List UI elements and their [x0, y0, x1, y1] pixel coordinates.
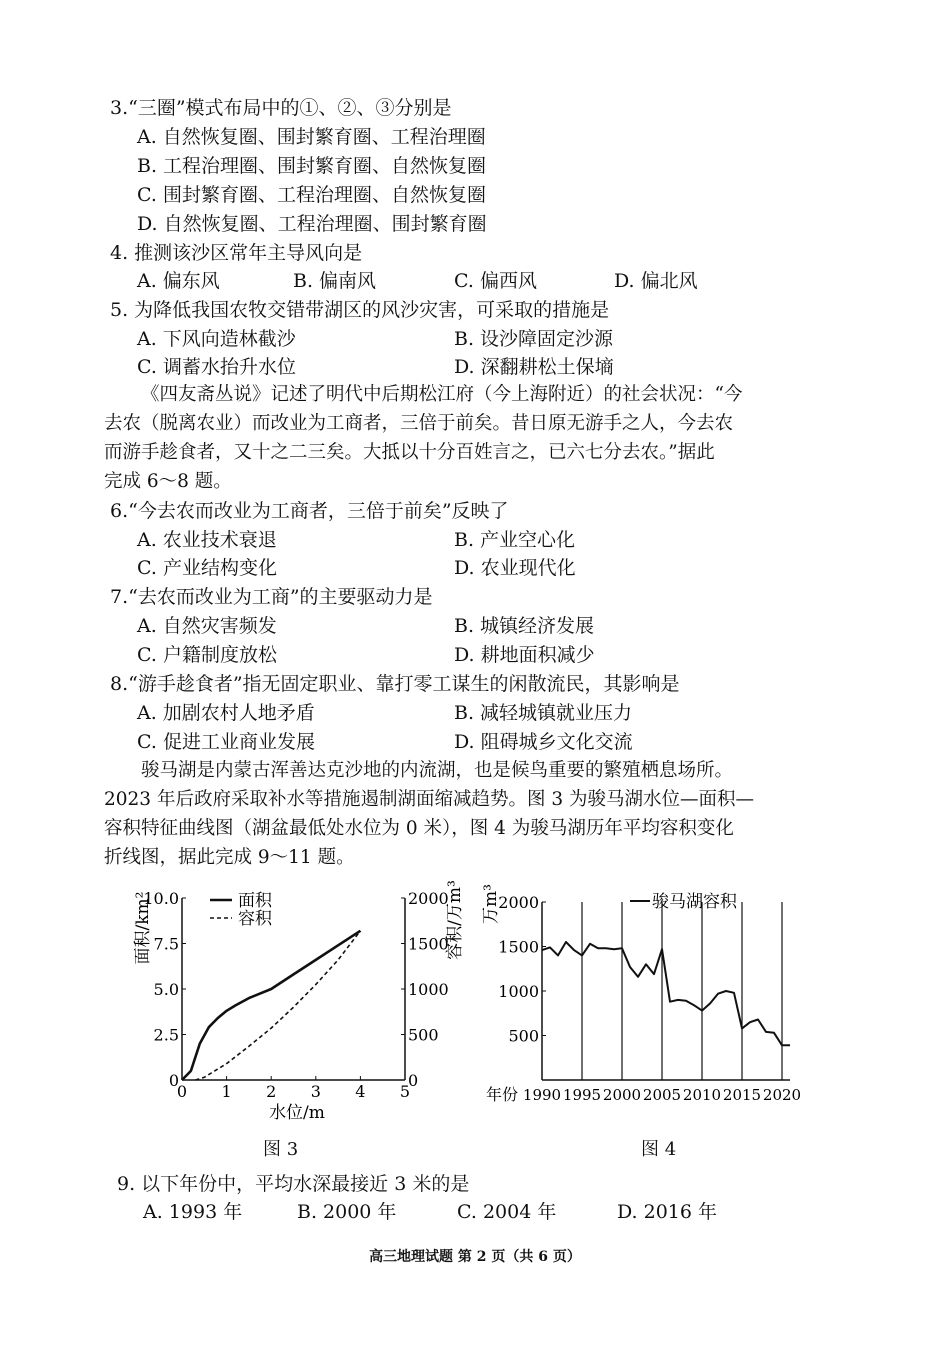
passage-line: 去农（脱离农业）而改业为工商者，三倍于前矣。昔日原无游手之人，今去农: [104, 413, 734, 434]
passage-line: 而游手趁食者，又十之二三矣。大抵以十分百姓言之，已六七分去农。”据此: [104, 442, 715, 463]
passage-line: 《四友斋丛说》记述了明代中后期松江府（今上海附近）的社会状况：“今: [141, 384, 743, 405]
fig3-left-tick-label: 7.5: [153, 934, 179, 954]
figure-3-chart: [120, 880, 470, 1130]
fig4-xlabel: 年份: [485, 1085, 519, 1104]
fig4-y-tick-label: 2000: [498, 893, 539, 912]
q4-option-a: A. 偏东风: [137, 270, 220, 292]
q6-option-a: A. 农业技术衰退: [137, 529, 277, 551]
q5-option-c: C. 调蓄水抬升水位: [137, 356, 296, 378]
fig3-right-tick-label: 1500: [408, 934, 449, 954]
passage-junma-lake: [104, 756, 834, 872]
q9-stem: 9. 以下年份中，平均水深最接近 3 米的是: [117, 1173, 470, 1195]
q7-stem: 7.“去农而改业为工商”的主要驱动力是: [110, 586, 433, 608]
fig4-ylabel: 万m³: [481, 884, 501, 924]
fig4-x-tick-label: 1995: [562, 1086, 602, 1104]
fig3-x-tick-label: 1: [221, 1082, 232, 1101]
q7-option-b: B. 城镇经济发展: [454, 615, 595, 637]
fig4-x-tick-label: 2010: [682, 1086, 722, 1104]
fig4-x-tick-label: 2005: [642, 1086, 682, 1104]
passage-line: 容积特征曲线图（湖盆最低处水位为 0 米），图 4 为骏马湖历年平均容积变化: [104, 818, 734, 839]
fig3-x-tick-label: 3: [310, 1082, 321, 1101]
q9-option-a: A. 1993 年: [143, 1201, 243, 1223]
passage-line: 骏马湖是内蒙古浑善达克沙地的内流湖，也是候鸟重要的繁殖栖息场所。: [141, 760, 734, 781]
fig3-right-tick-label: 1000: [408, 980, 449, 999]
fig3-x-tick-label: 2: [266, 1082, 277, 1101]
page-footer: 高三地理试题 第 2 页（共 6 页）: [369, 1249, 581, 1265]
figure-3-caption: 图 3: [263, 1139, 299, 1160]
figure-4-caption: 图 4: [641, 1139, 677, 1160]
fig4-x-tick-label: 2015: [722, 1086, 762, 1104]
fig3-volume-line: [195, 931, 360, 1080]
q7-option-d: D. 耕地面积减少: [454, 644, 595, 666]
fig3-x-tick-label: 4: [355, 1082, 366, 1101]
q4-option-b: B. 偏南风: [293, 270, 377, 292]
fig3-left-tick-label: 5.0: [153, 980, 179, 999]
passage-songjiang: [104, 380, 834, 496]
q3-option-c: C. 围封繁育圈、工程治理圈、自然恢复圈: [137, 184, 486, 206]
fig4-volume-line: [542, 942, 790, 1045]
q6-option-c: C. 产业结构变化: [137, 557, 277, 579]
q5-option-a: A. 下风向造林截沙: [137, 328, 296, 350]
q4-option-d: D. 偏北风: [614, 270, 698, 292]
q8-stem: 8.“游手趁食者”指无固定职业、靠打零工谋生的闲散流民，其影响是: [110, 673, 680, 695]
q3-stem: 3.“三圈”模式布局中的①、②、③分别是: [110, 97, 452, 119]
q3-option-a: A. 自然恢复圈、围封繁育圈、工程治理圈: [137, 126, 486, 148]
fig4-y-tick-label: 1500: [498, 937, 539, 957]
fig3-left-tick-label: 0: [168, 1071, 179, 1090]
fig3-x-tick-label: 5: [399, 1082, 411, 1101]
fig3-right-tick-label: 2000: [408, 889, 449, 908]
fig4-y-tick-label: 500: [508, 1026, 539, 1046]
fig3-left-tick-label: 10.0: [143, 889, 179, 908]
passage-line: 完成 6～8 题。: [104, 471, 232, 492]
fig4-x-tick-label: 1990: [522, 1086, 562, 1104]
q8-option-b: B. 减轻城镇就业压力: [454, 702, 633, 724]
q8-option-a: A. 加剧农村人地矛盾: [137, 702, 315, 724]
q8-option-d: D. 阻碍城乡文化交流: [454, 731, 633, 753]
q3-option-b: B. 工程治理圈、围封繁育圈、自然恢复圈: [137, 155, 487, 177]
q7-option-a: A. 自然灾害频发: [137, 615, 277, 637]
q5-stem: 5. 为降低我国农牧交错带湖区的风沙灾害，可采取的措施是: [110, 299, 610, 321]
fig3-ylabel-left: 面积/km²: [133, 891, 153, 965]
fig4-x-tick-label: 2000: [602, 1086, 642, 1104]
fig3-xlabel: 水位/m: [269, 1103, 325, 1123]
q6-option-b: B. 产业空心化: [454, 529, 576, 551]
q6-option-d: D. 农业现代化: [454, 557, 576, 579]
fig3-left-tick-label: 2.5: [153, 1025, 179, 1045]
fig3-right-tick-label: 0: [408, 1071, 419, 1090]
q4-stem: 4. 推测该沙区常年主导风向是: [110, 242, 363, 264]
fig4-y-tick-label: 1000: [498, 982, 539, 1001]
q7-option-c: C. 户籍制度放松: [137, 644, 277, 666]
figure-4-chart: [478, 880, 808, 1130]
passage-line: 折线图，据此完成 9～11 题。: [104, 847, 355, 868]
fig4-x-tick-label: 2020: [762, 1086, 802, 1104]
legend-volume-label: 容积: [238, 909, 272, 929]
legend-area-label: 面积: [238, 891, 272, 911]
q9-option-c: C. 2004 年: [457, 1201, 557, 1223]
fig3-x-tick-label: 0: [176, 1082, 188, 1101]
fig3-right-tick-label: 500: [408, 1025, 439, 1045]
passage-line: 2023 年后政府采取补水等措施遏制湖面缩减趋势。图 3 为骏马湖水位—面积—: [104, 789, 754, 810]
q4-option-c: C. 偏西风: [454, 270, 537, 292]
q8-option-c: C. 促进工业商业发展: [137, 731, 315, 753]
q5-option-b: B. 设沙障固定沙源: [454, 328, 614, 350]
fig3-ylabel-right: 容积/万m³: [445, 880, 465, 960]
q3-option-d: D. 自然恢复圈、工程治理圈、围封繁育圈: [137, 213, 487, 235]
q5-option-d: D. 深翻耕松土保墒: [454, 356, 614, 378]
q9-option-b: B. 2000 年: [297, 1201, 397, 1223]
fig4-legend-label: 骏马湖容积: [652, 892, 737, 912]
q6-stem: 6.“今去农而改业为工商者，三倍于前矣”反映了: [110, 500, 509, 522]
q9-option-d: D. 2016 年: [617, 1201, 718, 1223]
fig3-area-line: [182, 931, 360, 1080]
